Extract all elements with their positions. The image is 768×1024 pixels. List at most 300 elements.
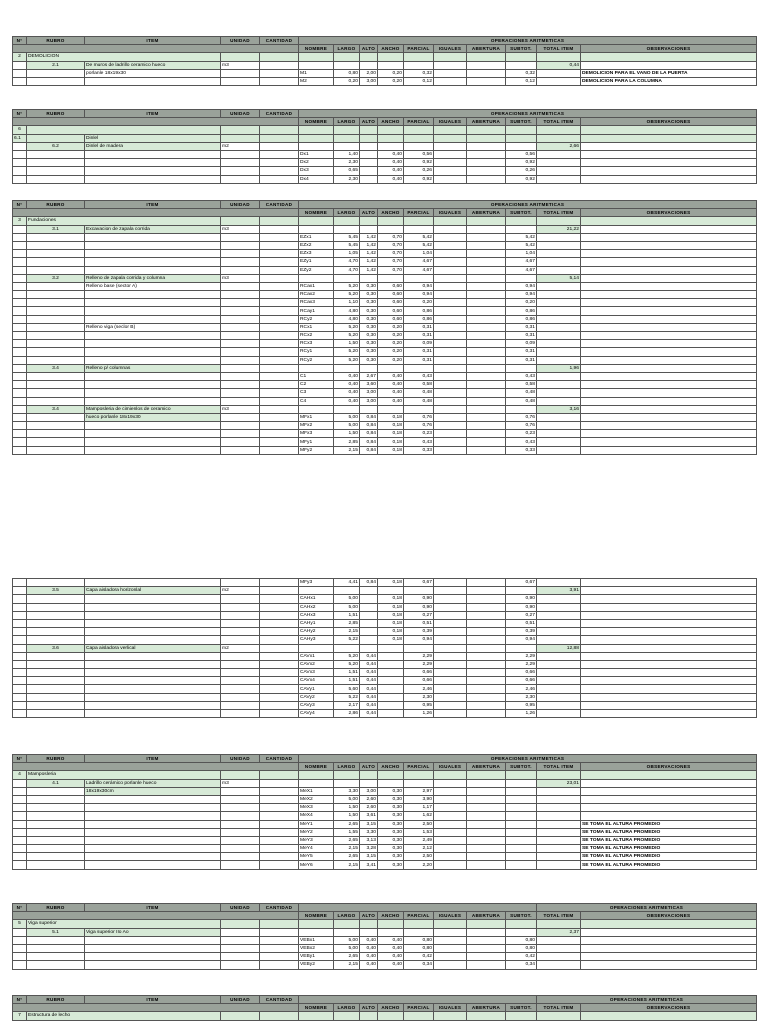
empty-cell [537,636,581,644]
cell-largo: 5,22 [334,693,360,701]
item-row [13,61,757,69]
empty-cell [85,619,221,627]
header-parcial: PARCIAL [404,209,434,217]
empty-cell [260,69,299,77]
cell-largo: 1,51 [334,611,360,619]
empty-cell [537,820,581,828]
header-largo: LARGO [334,763,360,771]
cell-item: Relleno p/ columnas [85,364,221,372]
empty-cell [360,217,378,225]
empty-cell [537,134,581,142]
empty-cell [506,787,537,795]
cell-parcial: 0,27 [404,611,434,619]
data-row [13,340,757,348]
cell-ancho: 0,40 [378,961,404,969]
empty-cell [13,669,27,677]
empty-cell [434,175,467,183]
header-largo: LARGO [334,912,360,920]
data-row [13,795,757,803]
empty-cell [85,820,221,828]
empty-cell [221,710,260,718]
empty-cell [581,258,757,266]
subheader-blank [13,118,299,126]
empty-cell [434,603,467,611]
empty-cell [260,381,299,389]
data-row [13,845,757,853]
empty-cell [221,603,260,611]
cell-parcial: 0,43 [404,438,434,446]
empty-cell [334,771,360,779]
empty-cell [434,233,467,241]
cell-parcial: 0,66 [404,669,434,677]
empty-cell [506,771,537,779]
empty-cell [537,693,581,701]
cell-nombre: RCy1 [299,348,334,356]
empty-cell [537,150,581,158]
empty-cell [360,595,378,603]
empty-cell [581,250,757,258]
empty-cell [85,397,221,405]
empty-cell [467,364,506,372]
cell-ancho: 0,20 [378,323,404,331]
cell-largo: 5,00 [334,422,360,430]
cell-item: Capa aisladora horizonlal [85,587,221,595]
empty-cell [221,771,260,779]
header-operaciones: OPERACIONES ARITMETICAS [537,996,757,1004]
cell-largo: 0,40 [334,372,360,380]
empty-cell [13,628,27,636]
header-nombre: NOMBRE [299,1004,334,1012]
cell-largo: 0,65 [334,167,360,175]
empty-cell [221,920,260,928]
empty-cell [221,389,260,397]
empty-cell [85,853,221,861]
cell-parcial: 2,29 [404,660,434,668]
cell-largo: 2,15 [334,845,360,853]
empty-cell [434,307,467,315]
empty-cell [221,677,260,685]
empty-cell [506,836,537,844]
empty-cell [85,961,221,969]
empty-cell [260,430,299,438]
empty-cell [581,364,757,372]
empty-cell [378,134,404,142]
empty-cell [434,446,467,454]
data-row [13,619,757,627]
cell-ancho: 0,30 [378,820,404,828]
header-cantidad: CANTIDAD [260,37,299,45]
empty-cell [467,804,506,812]
quantity-table-6 [12,903,757,970]
header-largo: LARGO [334,1004,360,1012]
cell-parcial: 0,67 [404,579,434,587]
cell-subtot: 0,80 [506,936,537,944]
empty-cell [27,332,85,340]
empty-cell [221,266,260,274]
empty-cell [378,405,404,413]
cell-item: Dinlel de madera [85,142,221,150]
empty-cell [467,405,506,413]
empty-cell [260,397,299,405]
header-iguales: IGUALES [434,763,467,771]
subheader-blank [13,45,299,53]
data-row [13,861,757,869]
empty-cell [360,61,378,69]
empty-cell [260,299,299,307]
cell-alto: 3,28 [360,845,378,853]
header-item: ITEM [85,904,221,912]
empty-cell [299,274,334,282]
empty-cell [260,53,299,61]
empty-cell [260,422,299,430]
empty-cell [260,619,299,627]
cell-subtot: 0,33 [506,446,537,454]
cell-nombre: MFx3 [299,430,334,438]
cell-parcial: 0,34 [404,961,434,969]
empty-cell [537,828,581,836]
data-row [13,258,757,266]
empty-cell [27,307,85,315]
empty-cell [260,315,299,323]
empty-cell [506,1012,537,1020]
empty-cell [537,603,581,611]
data-row [13,134,757,142]
data-row [13,282,757,290]
empty-cell [260,669,299,677]
empty-cell [434,685,467,693]
empty-cell [537,853,581,861]
data-row [13,961,757,969]
empty-cell [378,274,404,282]
header-total-item: TOTAL ITEM [537,118,581,126]
empty-cell [506,61,537,69]
empty-cell [27,250,85,258]
empty-cell [221,332,260,340]
empty-cell [221,611,260,619]
cell-subtot: 0,23 [506,430,537,438]
empty-cell [299,364,334,372]
cell-parcial: 0,42 [404,953,434,961]
empty-cell [581,274,757,282]
empty-cell [434,628,467,636]
empty-cell [537,77,581,85]
cell-parcial: 0,12 [404,77,434,85]
empty-cell [378,652,404,660]
subheader-row [13,1004,757,1012]
empty-cell [221,372,260,380]
cell-parcial: 5,42 [404,241,434,249]
empty-cell [506,274,537,282]
empty-cell [221,69,260,77]
item-row [13,225,757,233]
empty-cell [221,175,260,183]
empty-cell [260,836,299,844]
cell-parcial: 0,80 [404,936,434,944]
empty-cell [27,175,85,183]
empty-cell [27,677,85,685]
empty-cell [260,936,299,944]
empty-cell [537,961,581,969]
cell-parcial: 0,31 [404,323,434,331]
empty-cell [27,381,85,389]
header-row [13,37,757,45]
cell-ancho: 0,18 [378,430,404,438]
empty-cell [467,820,506,828]
cell-nombre: C3 [299,389,334,397]
cell-item: Relleno base (sector A) [85,282,221,290]
empty-cell [434,225,467,233]
empty-cell [221,1012,260,1020]
empty-cell [221,250,260,258]
cell-alto: 3,13 [360,836,378,844]
cell-subtot: 0,90 [506,595,537,603]
empty-cell [434,693,467,701]
cell-nombre: MeY1 [299,820,334,828]
empty-cell [467,920,506,928]
cell-nombre: CAHy3 [299,636,334,644]
header-n: N° [13,904,27,912]
empty-cell [506,845,537,853]
cell-parcial: 1,17 [404,804,434,812]
empty-cell [581,579,757,587]
empty-cell [404,928,434,936]
cell-nombre: VEBy1 [299,953,334,961]
cell-alto: 0,30 [360,282,378,290]
cell-nombre: CAHx2 [299,603,334,611]
cell-largo: 5,20 [334,356,360,364]
empty-cell [581,134,757,142]
header-total-item: TOTAL ITEM [537,763,581,771]
empty-cell [221,282,260,290]
empty-cell [334,1012,360,1020]
empty-cell [299,126,334,134]
empty-cell [260,587,299,595]
cell-subtot: 0,92 [506,175,537,183]
cell-unidad: m2 [221,644,260,652]
empty-cell [537,861,581,869]
section-title: DEMOLICION [27,53,221,61]
cell-ancho: 0,30 [378,795,404,803]
empty-cell [260,134,299,142]
header-observaciones: OBSERVACIONES [581,912,757,920]
empty-cell [85,175,221,183]
empty-cell [13,225,27,233]
empty-cell [260,217,299,225]
empty-cell [581,953,757,961]
section-row [13,920,757,928]
empty-cell [260,266,299,274]
empty-cell [27,397,85,405]
empty-cell [467,332,506,340]
cell-largo: 2,15 [334,446,360,454]
empty-cell [85,266,221,274]
empty-cell [378,1012,404,1020]
empty-cell [27,636,85,644]
cell-nombre: RCx2 [299,332,334,340]
cell-alto: 1,42 [360,241,378,249]
data-row [13,685,757,693]
empty-cell [506,126,537,134]
empty-cell [434,701,467,709]
header-n: N° [13,201,27,209]
empty-cell [221,241,260,249]
empty-cell [467,669,506,677]
empty-cell [260,804,299,812]
cell-unidad: m3 [221,405,260,413]
cell-nombre: RCx1 [299,323,334,331]
empty-cell [434,397,467,405]
cell-nombre: VEBx2 [299,944,334,952]
empty-cell [260,812,299,820]
cell-parcial: 2,46 [404,685,434,693]
cell-alto: 3,61 [360,812,378,820]
header-unidad: UNIDAD [221,110,260,118]
empty-cell [506,644,537,652]
cell-total: 0,44 [537,61,581,69]
header-operaciones: OPERACIONES ARITMETICAS [537,904,757,912]
section-row [13,53,757,61]
empty-cell [260,167,299,175]
empty-cell [85,861,221,869]
cell-nombre: EZx2 [299,241,334,249]
header-observaciones: OBSERVACIONES [581,763,757,771]
empty-cell [260,241,299,249]
empty-cell [85,446,221,454]
empty-cell [260,787,299,795]
empty-cell [27,861,85,869]
empty-cell [434,134,467,142]
empty-cell [467,142,506,150]
cell-total: 2,37 [537,928,581,936]
header-cantidad: CANTIDAD [260,996,299,1004]
empty-cell [85,693,221,701]
cell-largo: 0,20 [334,77,360,85]
cell-total: 2,66 [537,142,581,150]
cell-alto: 0,30 [360,323,378,331]
empty-cell [360,134,378,142]
cell-subtot: 0,94 [506,636,537,644]
cell-parcial: 2,12 [404,845,434,853]
cell-nombre: MeY2 [299,828,334,836]
cell-ancho: 0,40 [378,381,404,389]
empty-cell [434,652,467,660]
empty-cell [85,936,221,944]
empty-cell [581,1012,757,1020]
empty-cell [467,636,506,644]
data-row [13,836,757,844]
empty-cell [537,611,581,619]
quantity-table-4 [12,578,757,718]
header-observaciones: OBSERVACIONES [581,45,757,53]
empty-cell [360,771,378,779]
header-rubro: RUBRO [27,201,85,209]
cell-subtot: 2,46 [506,685,537,693]
empty-cell [13,389,27,397]
empty-cell [467,1012,506,1020]
empty-cell [581,413,757,421]
empty-cell [434,348,467,356]
empty-cell [27,340,85,348]
data-row [13,356,757,364]
empty-cell [506,405,537,413]
empty-cell [260,233,299,241]
cell-subtot: 0,66 [506,677,537,685]
empty-cell [334,126,360,134]
empty-cell [467,430,506,438]
subheader-row [13,45,757,53]
cell-rubro: 5.1 [27,928,85,936]
cell-subtot: 0,95 [506,701,537,709]
cell-largo: 5,00 [334,413,360,421]
empty-cell [434,126,467,134]
empty-cell [434,323,467,331]
empty-cell [467,397,506,405]
empty-cell [13,701,27,709]
empty-cell [404,126,434,134]
cell-ancho: 0,20 [378,332,404,340]
empty-cell [334,225,360,233]
empty-cell [467,315,506,323]
empty-cell [85,685,221,693]
empty-cell [27,603,85,611]
empty-cell [27,69,85,77]
empty-cell [221,307,260,315]
data-row [13,804,757,812]
cell-ancho: 0,18 [378,422,404,430]
empty-cell [434,828,467,836]
empty-cell [27,258,85,266]
cell-obs: SE TOMA EL ALTURA PROMEDIO [581,853,757,861]
empty-cell [467,389,506,397]
cell-subtot: 0,43 [506,372,537,380]
empty-cell [581,332,757,340]
empty-cell [360,274,378,282]
cell-largo: 5,00 [334,795,360,803]
empty-cell [434,853,467,861]
empty-cell [404,142,434,150]
cell-nombre: Dx4 [299,175,334,183]
empty-cell [506,804,537,812]
empty-cell [434,291,467,299]
empty-cell [260,142,299,150]
empty-cell [27,266,85,274]
empty-cell [581,315,757,323]
empty-cell [360,167,378,175]
cell-nombre: M1 [299,69,334,77]
cell-ancho: 0,40 [378,936,404,944]
empty-cell [537,348,581,356]
empty-cell [360,53,378,61]
header-abertura: ABERTURA [467,1004,506,1012]
empty-cell [85,422,221,430]
cell-subtot: 2,30 [506,693,537,701]
empty-cell [13,936,27,944]
empty-cell [260,282,299,290]
empty-cell [537,389,581,397]
header-unidad: UNIDAD [221,201,260,209]
empty-cell [221,669,260,677]
cell-total: 5,14 [537,274,581,282]
empty-cell [13,413,27,421]
empty-cell [467,217,506,225]
empty-cell [27,323,85,331]
header-unidad: UNIDAD [221,755,260,763]
cell-alto: 0,84 [360,413,378,421]
empty-cell [13,150,27,158]
empty-cell [506,364,537,372]
cell-parcial: 0,48 [404,397,434,405]
empty-cell [467,438,506,446]
